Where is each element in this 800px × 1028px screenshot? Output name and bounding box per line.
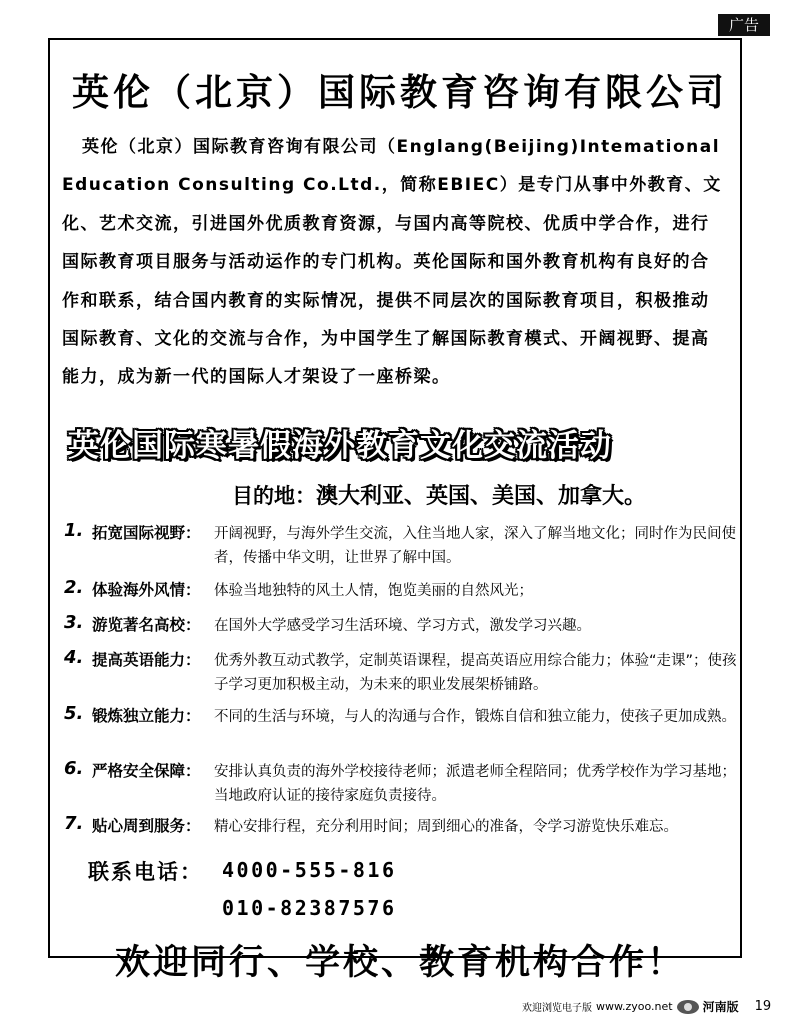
item-text: 精心安排行程，充分利用时间；周到细心的准备，令学习游览快乐难忘。 xyxy=(214,819,678,835)
page-number: 19 xyxy=(754,999,772,1014)
destination-label: 目的地： xyxy=(232,484,316,508)
phone-number-primary: 4000-555-816 xyxy=(222,858,397,882)
item-text: 在国外大学感受学习生活环境、学习方式，激发学习兴趣。 xyxy=(214,618,591,634)
footer-browse-text: 欢迎浏览电子版 xyxy=(522,1003,592,1014)
destination xyxy=(232,479,646,510)
item-number: 1. xyxy=(64,520,84,541)
destination-value: 澳大利亚、英国、美国、加拿大。 xyxy=(316,484,647,509)
item-number: 2. xyxy=(64,577,84,598)
item-label: 提高英语能力： xyxy=(92,651,201,669)
intro-line: 国际教育、文化的交流与合作，为中国学生了解国际教育模式、开阔视野、提高 xyxy=(62,329,710,350)
item-number: 4. xyxy=(64,647,84,668)
item-label: 严格安全保障： xyxy=(92,762,201,780)
ad-tag: 广告 xyxy=(718,14,770,36)
intro-line: 英伦（北京）国际教育咨询有限公司（Englang(Beijing)Intemational xyxy=(82,137,721,157)
footer-url-link[interactable]: www.zyoo.net xyxy=(596,1000,673,1013)
item-text: 体验当地独特的风土人情，饱览美丽的自然风光； xyxy=(214,583,533,599)
item-number: 3. xyxy=(64,612,84,633)
intro-line: 作和联系，结合国内教育的实际情况，提供不同层次的国际教育项目，积极推动 xyxy=(62,290,710,311)
footer-edition: 河南版 xyxy=(702,1000,739,1014)
intro-line: 化、艺术交流，引进国外优质教育资源，与国内高等院校、优质中学合作，进行 xyxy=(62,213,710,234)
intro-line: 国际教育项目服务与活动运作的专门机构。英伦国际和国外教育机构有良好的合 xyxy=(62,252,710,273)
phone-number-secondary: 010-82387576 xyxy=(222,896,397,920)
item-label: 体验海外风情： xyxy=(92,581,201,599)
intro-line: 能力，成为新一代的国际人才架设了一座桥梁。 xyxy=(62,367,451,388)
item-label: 游览著名高校： xyxy=(92,616,201,634)
item-number: 7. xyxy=(64,813,84,834)
item-text: 优秀外教互动式教学，定制英语课程，提高英语应用综合能力；体验“走课”；使孩子学习更加积极主动，为未来的职业发展架桥铺路。 xyxy=(214,653,737,693)
item-text: 安排认真负责的海外学校接待老师；派遣老师全程陪同；优秀学校作为学习基地；当地政府认证的接待家庭负责接待。 xyxy=(214,764,736,804)
item-number: 6. xyxy=(64,758,84,779)
item-label: 贴心周到服务： xyxy=(92,817,201,835)
activity-title: 英伦国际寒暑假海外教育文化交流活动 xyxy=(68,428,612,464)
page-footer xyxy=(522,998,771,1015)
item-text: 开阔视野，与海外学生交流，入住当地人家，深入了解当地文化；同时作为民间使者，传播中华文明，让世界了解中国。 xyxy=(214,526,736,566)
item-label: 拓宽国际视野： xyxy=(92,524,201,542)
intro-paragraph xyxy=(62,128,742,397)
publication-logo-icon xyxy=(677,1000,699,1014)
intro-line: Education Consulting Co.Ltd.，简称EBIEC）是专门从事中外教育、文 xyxy=(62,175,722,196)
item-label: 锻炼独立能力： xyxy=(92,707,201,725)
contact-label: 联系电话： xyxy=(88,860,203,884)
page-title: 英伦（北京）国际教育咨询有限公司 xyxy=(72,71,728,114)
welcome-slogan: 欢迎同行、学校、教育机构合作！ xyxy=(114,943,685,983)
item-number: 5. xyxy=(64,703,84,724)
item-text: 不同的生活与环境，与人的沟通与合作，锻炼自信和独立能力，使孩子更加成熟。 xyxy=(214,709,736,725)
